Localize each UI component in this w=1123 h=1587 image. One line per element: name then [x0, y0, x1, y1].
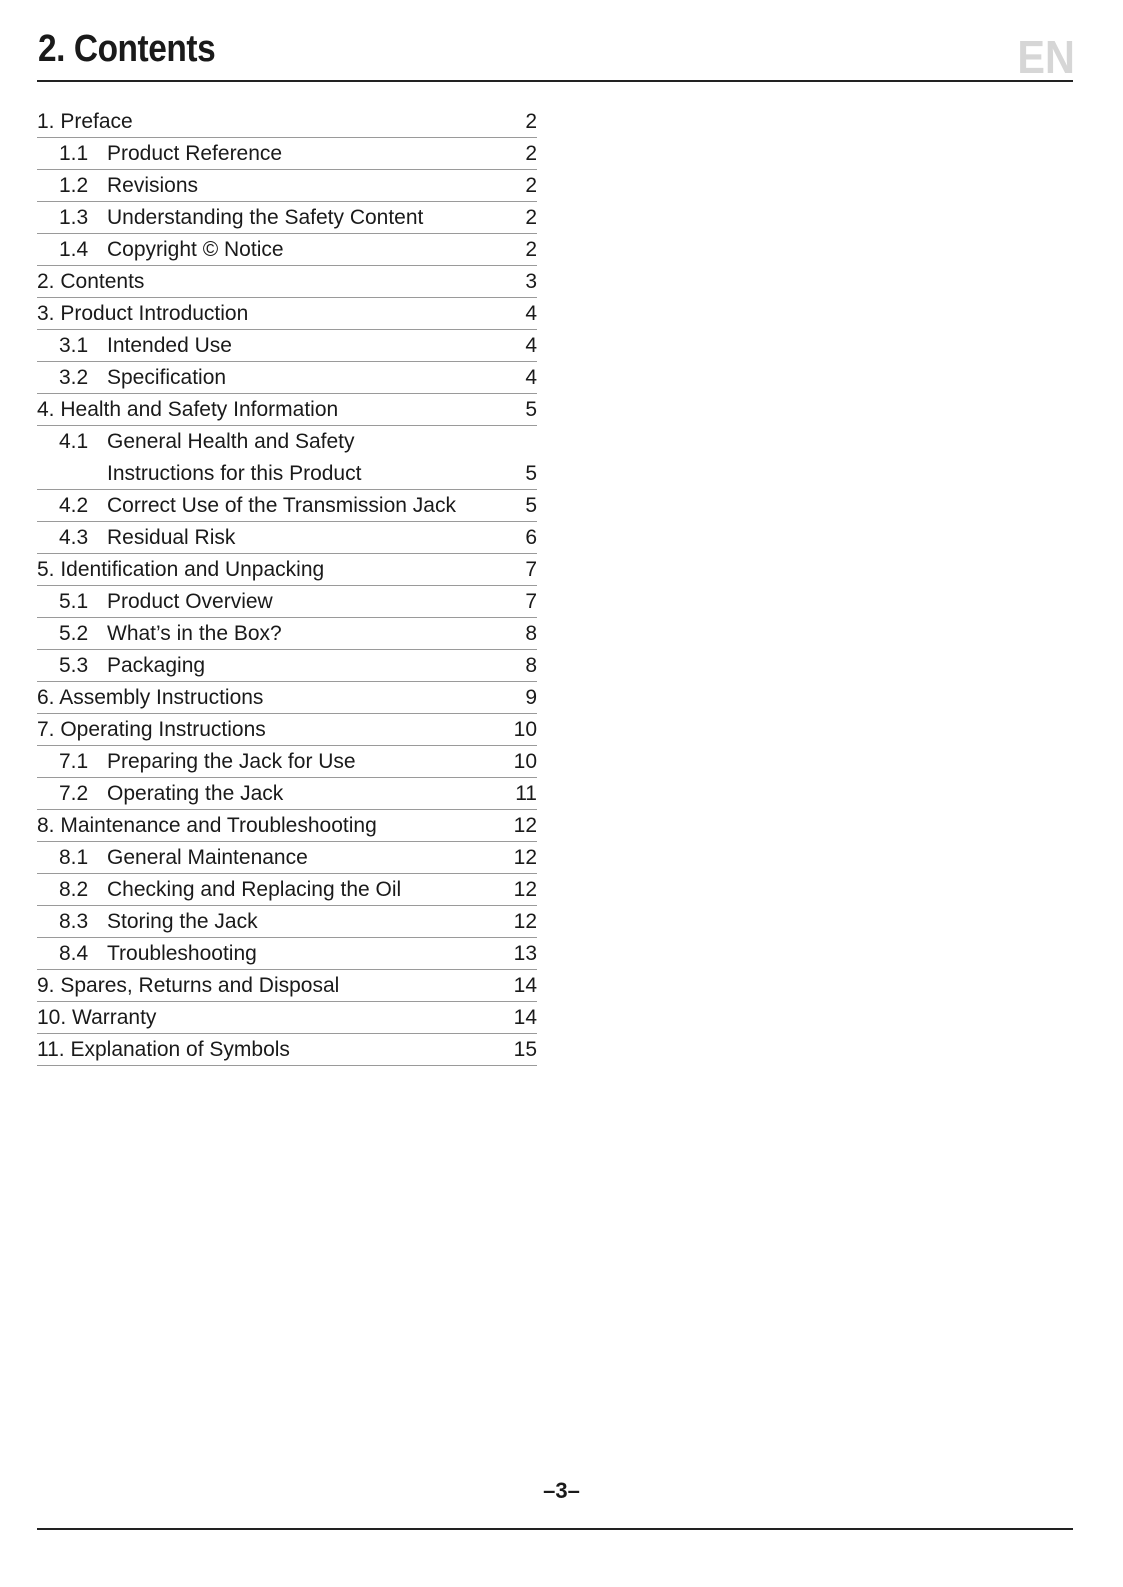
toc-entry[interactable] — [37, 106, 537, 138]
toc-entry[interactable] — [37, 970, 537, 1002]
toc-entry[interactable] — [37, 426, 537, 490]
toc-entry[interactable] — [37, 906, 537, 938]
toc-entry[interactable] — [37, 874, 537, 906]
toc-entry-label: Residual Risk — [107, 526, 236, 549]
toc-entry-title — [37, 650, 497, 681]
toc-entry[interactable] — [37, 778, 537, 810]
toc-entry-number: 5.3 — [59, 654, 89, 677]
toc-entry-label: Preparing the Jack for Use — [107, 750, 356, 773]
toc-entry-label: 9. Spares, Returns and Disposal — [37, 974, 340, 997]
toc-entry[interactable] — [37, 234, 537, 266]
toc-entry-page: 4 — [525, 334, 537, 357]
toc-entry[interactable] — [37, 202, 537, 234]
toc-entry[interactable] — [37, 682, 537, 714]
toc-entry[interactable] — [37, 170, 537, 202]
toc-entry-number: 8.1 — [59, 846, 89, 869]
toc-entry-title — [37, 234, 497, 265]
toc-entry-number: 7.1 — [59, 750, 89, 773]
toc-entry-title — [37, 298, 497, 329]
toc-entry-title — [37, 874, 497, 905]
toc-entry-page: 7 — [525, 558, 537, 581]
toc-entry-number: 4.1 — [59, 430, 89, 453]
toc-entry-number: 4.2 — [59, 494, 89, 517]
toc-entry-title — [37, 842, 497, 873]
toc-entry-label: 7. Operating Instructions — [37, 718, 266, 741]
toc-entry[interactable] — [37, 586, 537, 618]
toc-entry-title — [37, 586, 497, 617]
toc-entry-label: Specification — [107, 366, 227, 389]
toc-entry-page: 12 — [513, 846, 537, 869]
toc-entry-number: 7.2 — [59, 782, 89, 805]
toc-entry-label-line2: Instructions for this Product — [107, 461, 362, 485]
toc-entry-number: 4.3 — [59, 526, 89, 549]
toc-entry[interactable] — [37, 298, 537, 330]
toc-entry-page: 5 — [525, 398, 537, 421]
toc-entry[interactable] — [37, 810, 537, 842]
toc-entry-page: 9 — [525, 686, 537, 709]
toc-entry-title — [37, 106, 497, 137]
toc-entry[interactable] — [37, 554, 537, 586]
toc-entry-label: 10. Warranty — [37, 1006, 157, 1029]
toc-entry-page: 12 — [513, 814, 537, 837]
toc-entry[interactable] — [37, 842, 537, 874]
toc-entry-number: 8.2 — [59, 878, 89, 901]
toc-entry-title — [37, 778, 497, 809]
toc-entry[interactable] — [37, 618, 537, 650]
toc-entry-label: Troubleshooting — [107, 942, 257, 965]
toc-entry[interactable] — [37, 490, 537, 522]
page-title: 2. Contents — [38, 28, 216, 70]
header-divider — [37, 80, 1073, 82]
toc-entry-label: What’s in the Box? — [107, 622, 282, 645]
toc-entry-title — [37, 970, 497, 1001]
toc-entry-page: 6 — [525, 526, 537, 549]
toc-entry-page: 15 — [513, 1038, 537, 1061]
toc-entry-label: 5. Identification and Unpacking — [37, 558, 325, 581]
toc-entry-title — [37, 202, 497, 233]
toc-entry-label: 8. Maintenance and Troubleshooting — [37, 814, 377, 837]
toc-entry-number: 1.3 — [59, 206, 89, 229]
toc-entry-page: 2 — [525, 238, 537, 261]
toc-entry[interactable] — [37, 938, 537, 970]
toc-entry-label: 2. Contents — [37, 270, 145, 293]
toc-entry-page: 10 — [513, 718, 537, 741]
toc-entry-title — [37, 618, 497, 649]
toc-entry[interactable] — [37, 138, 537, 170]
toc-entry-label-line1: General Health and Safety — [107, 430, 355, 453]
toc-entry[interactable] — [37, 746, 537, 778]
toc-entry-title — [37, 682, 497, 713]
toc-entry-page: 5 — [525, 494, 537, 517]
toc-entry-label: Correct Use of the Transmission Jack — [107, 494, 456, 517]
toc-entry-page: 12 — [513, 878, 537, 901]
toc-entry-page: 14 — [513, 1006, 537, 1029]
toc-entry-number: 1.2 — [59, 174, 89, 197]
toc-entry-title — [37, 906, 497, 937]
toc-entry-title — [37, 138, 497, 169]
toc-entry-title — [37, 938, 497, 969]
toc-entry-number: 8.4 — [59, 942, 89, 965]
toc-entry-label: Revisions — [107, 174, 199, 197]
toc-entry-label: Operating the Jack — [107, 782, 284, 805]
toc-entry-label — [107, 426, 361, 489]
toc-entry-title — [37, 170, 497, 201]
toc-entry-title — [37, 746, 497, 777]
toc-entry-number: 3.2 — [59, 366, 89, 389]
toc-entry-label: Copyright © Notice — [107, 238, 284, 261]
toc-entry[interactable] — [37, 330, 537, 362]
toc-entry-label: Checking and Replacing the Oil — [107, 878, 402, 901]
toc-entry-page: 7 — [525, 590, 537, 613]
toc-entry-page: 5 — [525, 461, 537, 485]
toc-entry-label: Product Reference — [107, 142, 283, 165]
toc-entry-page: 13 — [513, 942, 537, 965]
toc-entry-number: 5.1 — [59, 590, 89, 613]
language-badge: EN — [1017, 31, 1075, 83]
toc-entry-title — [37, 810, 497, 841]
toc-entry-number: 3.1 — [59, 334, 89, 357]
toc-entry-label: Storing the Jack — [107, 910, 258, 933]
toc-entry-page: 4 — [525, 302, 537, 325]
toc-entry-title — [37, 330, 497, 361]
toc-entry-page: 11 — [515, 782, 537, 805]
toc-entry-page: 12 — [513, 910, 537, 933]
toc-entry-number: 1.4 — [59, 238, 89, 261]
toc-entry-page: 10 — [513, 750, 537, 773]
toc-entry-label: 6. Assembly Instructions — [37, 686, 264, 709]
toc-entry-page: 2 — [525, 110, 537, 133]
toc-entry[interactable] — [37, 266, 537, 298]
toc-entry-label: 1. Preface — [37, 110, 133, 133]
toc-entry-title — [37, 714, 497, 745]
toc-entry-label: 4. Health and Safety Information — [37, 398, 339, 421]
page-number: –3– — [543, 1478, 580, 1503]
toc-entry[interactable] — [37, 714, 537, 746]
toc-entry-title — [37, 522, 497, 553]
toc-entry-label: Product Overview — [107, 590, 273, 613]
toc-entry-label: General Maintenance — [107, 846, 308, 869]
toc-entry-title — [37, 426, 497, 489]
toc-entry[interactable] — [37, 522, 537, 554]
toc-entry-title — [37, 362, 497, 393]
toc-entry-title — [37, 266, 497, 297]
toc-entry-label: 11. Explanation of Symbols — [37, 1038, 290, 1061]
toc-entry-page: 3 — [525, 270, 537, 293]
toc-entry-label: Packaging — [107, 654, 206, 677]
table-of-contents — [37, 106, 537, 1066]
toc-entry-title — [37, 394, 497, 425]
toc-entry-page: 2 — [525, 142, 537, 165]
footer-divider — [37, 1528, 1073, 1530]
toc-entry-number: 8.3 — [59, 910, 89, 933]
toc-entry-label: Understanding the Safety Content — [107, 206, 424, 229]
toc-entry-label: 3. Product Introduction — [37, 302, 249, 325]
toc-entry-page: 2 — [525, 206, 537, 229]
toc-entry[interactable] — [37, 1002, 537, 1034]
toc-entry-page: 14 — [513, 974, 537, 997]
toc-entry[interactable] — [37, 362, 537, 394]
toc-entry-number: 5.2 — [59, 622, 89, 645]
toc-entry-page: 4 — [525, 366, 537, 389]
toc-entry-page: 8 — [525, 654, 537, 677]
toc-entry[interactable] — [37, 394, 537, 426]
toc-entry-number: 1.1 — [59, 142, 89, 165]
toc-entry-title — [37, 554, 497, 585]
toc-entry[interactable] — [37, 650, 537, 682]
toc-entry-page: 8 — [525, 622, 537, 645]
toc-entry[interactable] — [37, 1034, 537, 1066]
toc-entry-label: Intended Use — [107, 334, 232, 357]
toc-entry-title — [37, 490, 497, 521]
toc-entry-title — [37, 1034, 497, 1065]
toc-entry-title — [37, 1002, 497, 1033]
toc-entry-page: 2 — [525, 174, 537, 197]
